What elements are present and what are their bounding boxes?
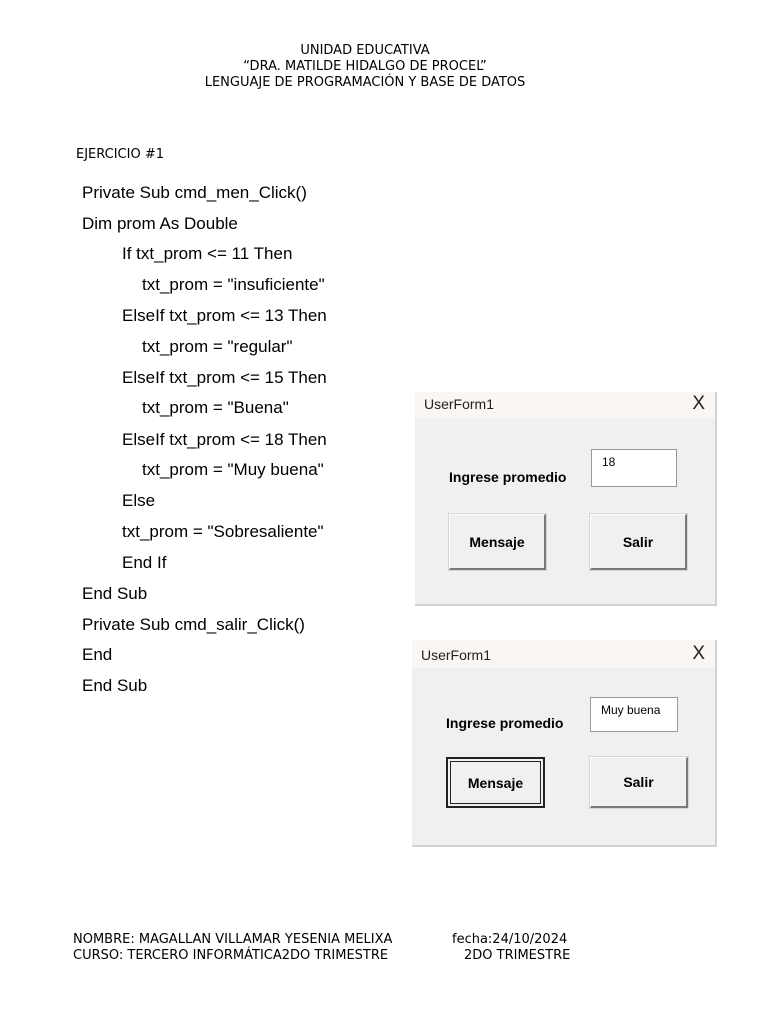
form-title: UserForm1 [424,396,495,412]
document-header [0,43,730,91]
student-name: NOMBRE: MAGALLAN VILLAMAR YESENIA MELIXA [73,932,393,947]
term: 2DO TRIMESTRE [464,948,571,963]
form-titlebar [412,640,715,668]
close-icon[interactable]: X [692,393,705,414]
salir-button[interactable]: Salir [590,757,688,808]
code-line: Private Sub cmd_salir_Click() [82,615,305,634]
promedio-input[interactable]: Muy buena [590,697,678,732]
code-line: If txt_prom <= 11 Then [122,244,293,263]
mensaje-button[interactable]: Mensaje [446,757,545,808]
school-name: UNIDAD EDUCATIVA [300,43,430,58]
code-line: Dim prom As Double [82,214,238,233]
code-line: End Sub [82,676,148,695]
code-line: Else [122,491,156,510]
code-line: txt_prom = "Muy buena" [142,460,324,479]
form-titlebar [415,392,715,418]
school-title: “DRA. MATILDE HIDALGO DE PROCEL” [243,59,487,74]
promedio-input[interactable]: 18 [591,449,677,487]
date: fecha:24/10/2024 [452,932,568,947]
userform-screenshot-1 [415,392,717,606]
code-line: ElseIf txt_prom <= 15 Then [122,368,327,387]
code-line: Private Sub cmd_men_Click() [82,183,307,202]
close-icon[interactable]: X [692,643,705,664]
form-title: UserForm1 [421,647,492,663]
mensaje-button[interactable]: Mensaje [449,514,546,570]
promedio-label: Ingrese promedio [446,715,564,731]
code-line: ElseIf txt_prom <= 13 Then [122,306,327,325]
exercise-title: EJERCICIO #1 [76,147,164,162]
salir-button[interactable]: Salir [590,514,687,570]
promedio-label: Ingrese promedio [449,469,567,485]
subject-name: LENGUAJE DE PROGRAMACIÓN Y BASE DE DATOS [204,75,526,90]
code-line: ElseIf txt_prom <= 18 Then [122,430,327,449]
code-line: txt_prom = "regular" [142,337,293,356]
code-line: End If [122,553,167,572]
userform-screenshot-2 [412,640,717,847]
code-line: End [82,645,113,664]
document-footer [73,932,571,1007]
code-line: txt_prom = "Buena" [142,398,289,417]
code-line: txt_prom = "Sobresaliente" [122,522,324,541]
code-line: txt_prom = "insuficiente" [142,275,325,294]
code-line: End Sub [82,584,148,603]
course: CURSO: TERCERO INFORMÁTICA2DO TRIMESTRE [73,948,389,963]
